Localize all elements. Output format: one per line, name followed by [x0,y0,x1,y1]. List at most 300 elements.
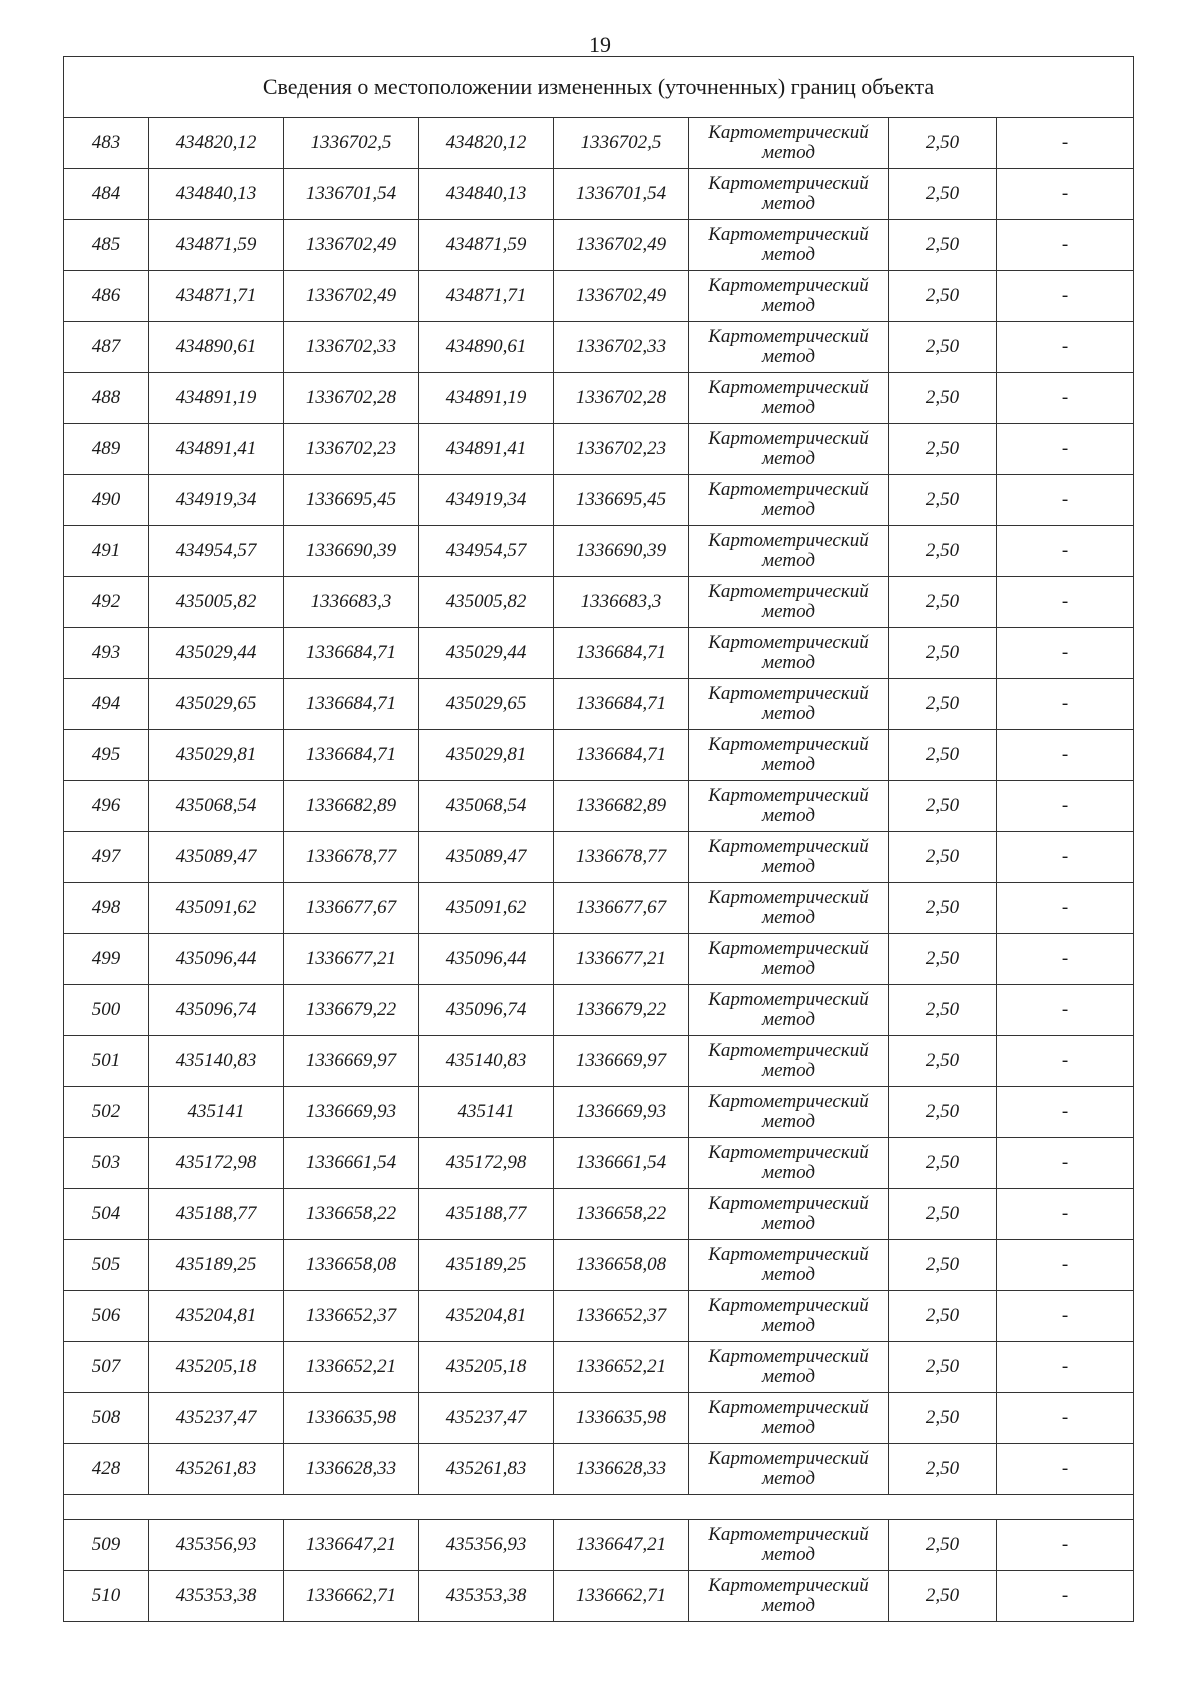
existing-y-cell: 1336684,71 [284,679,419,730]
note-cell: - [997,781,1134,832]
new-x-cell: 435188,77 [419,1189,554,1240]
method-line-1: Картометрический [708,1524,869,1546]
note-cell: - [997,118,1134,169]
existing-y-cell: 1336669,93 [284,1087,419,1138]
existing-x-cell: 435356,93 [149,1520,284,1571]
method-cell [689,730,889,781]
point-number-cell: 491 [64,526,149,577]
point-number-cell: 503 [64,1138,149,1189]
existing-y-cell: 1336702,33 [284,322,419,373]
method-cell [689,424,889,475]
method-cell [689,1571,889,1622]
new-y-cell: 1336628,33 [554,1444,689,1495]
method-line-1: Картометрический [708,1091,869,1113]
table-row [64,271,1134,322]
new-x-cell: 435140,83 [419,1036,554,1087]
point-number-cell: 499 [64,934,149,985]
method-line-2: метод [762,295,815,316]
point-number-cell: 497 [64,832,149,883]
table-row [64,1189,1134,1240]
table-spacer-row [64,1495,1134,1520]
table-row [64,1087,1134,1138]
method-line-2: метод [762,1213,815,1234]
method-line-1: Картометрический [708,836,869,858]
existing-x-cell: 435091,62 [149,883,284,934]
table-row [64,169,1134,220]
method-line-2: метод [762,550,815,571]
table-row [64,1444,1134,1495]
new-y-cell: 1336683,3 [554,577,689,628]
accuracy-cell: 2,50 [889,1342,997,1393]
table-row [64,118,1134,169]
new-x-cell: 435091,62 [419,883,554,934]
point-number-cell: 486 [64,271,149,322]
method-line-2: метод [762,958,815,979]
existing-x-cell: 435353,38 [149,1571,284,1622]
method-line-2: метод [762,652,815,673]
method-line-1: Картометрический [708,1346,869,1368]
accuracy-cell: 2,50 [889,1138,997,1189]
note-cell: - [997,934,1134,985]
note-cell: - [997,322,1134,373]
new-y-cell: 1336635,98 [554,1393,689,1444]
existing-y-cell: 1336702,5 [284,118,419,169]
point-number-cell: 493 [64,628,149,679]
note-cell: - [997,628,1134,679]
existing-x-cell: 434871,71 [149,271,284,322]
method-line-2: метод [762,907,815,928]
new-y-cell: 1336702,49 [554,271,689,322]
new-y-cell: 1336661,54 [554,1138,689,1189]
existing-y-cell: 1336677,21 [284,934,419,985]
note-cell: - [997,1444,1134,1495]
method-line-1: Картометрический [708,785,869,807]
method-cell [689,781,889,832]
existing-y-cell: 1336677,67 [284,883,419,934]
existing-x-cell: 434840,13 [149,169,284,220]
existing-x-cell: 435096,74 [149,985,284,1036]
new-x-cell: 435205,18 [419,1342,554,1393]
table-row [64,730,1134,781]
existing-x-cell: 434919,34 [149,475,284,526]
method-cell [689,934,889,985]
existing-y-cell: 1336652,21 [284,1342,419,1393]
note-cell: - [997,1393,1134,1444]
new-x-cell: 435356,93 [419,1520,554,1571]
accuracy-cell: 2,50 [889,832,997,883]
method-cell [689,679,889,730]
accuracy-cell: 2,50 [889,1189,997,1240]
method-line-2: метод [762,805,815,826]
method-cell [689,475,889,526]
existing-x-cell: 435237,47 [149,1393,284,1444]
new-y-cell: 1336658,22 [554,1189,689,1240]
table-row [64,1138,1134,1189]
method-line-2: метод [762,499,815,520]
existing-x-cell: 435096,44 [149,934,284,985]
method-cell [689,1189,889,1240]
existing-x-cell: 435172,98 [149,1138,284,1189]
table-row [64,1393,1134,1444]
new-y-cell: 1336652,21 [554,1342,689,1393]
point-number-cell: 490 [64,475,149,526]
method-line-2: метод [762,397,815,418]
new-y-cell: 1336677,21 [554,934,689,985]
existing-x-cell: 435005,82 [149,577,284,628]
note-cell: - [997,832,1134,883]
accuracy-cell: 2,50 [889,781,997,832]
method-line-1: Картометрический [708,734,869,756]
method-line-2: метод [762,244,815,265]
accuracy-cell: 2,50 [889,424,997,475]
table-row [64,1520,1134,1571]
method-line-1: Картометрический [708,1193,869,1215]
method-line-1: Картометрический [708,1040,869,1062]
accuracy-cell: 2,50 [889,475,997,526]
method-line-2: метод [762,1366,815,1387]
method-line-2: метод [762,1544,815,1565]
accuracy-cell: 2,50 [889,883,997,934]
existing-y-cell: 1336702,28 [284,373,419,424]
method-line-1: Картометрический [708,1295,869,1317]
note-cell: - [997,730,1134,781]
method-cell [689,526,889,577]
new-y-cell: 1336647,21 [554,1520,689,1571]
new-x-cell: 435261,83 [419,1444,554,1495]
method-cell [689,1520,889,1571]
method-line-1: Картометрический [708,1142,869,1164]
note-cell: - [997,679,1134,730]
new-x-cell: 434954,57 [419,526,554,577]
method-cell [689,169,889,220]
existing-y-cell: 1336661,54 [284,1138,419,1189]
new-x-cell: 434891,41 [419,424,554,475]
accuracy-cell: 2,50 [889,526,997,577]
table-row [64,1291,1134,1342]
existing-y-cell: 1336682,89 [284,781,419,832]
new-x-cell: 434871,59 [419,220,554,271]
existing-y-cell: 1336702,49 [284,220,419,271]
method-line-1: Картометрический [708,326,869,348]
point-number-cell: 483 [64,118,149,169]
accuracy-cell: 2,50 [889,1087,997,1138]
existing-x-cell: 435029,65 [149,679,284,730]
method-line-1: Картометрический [708,1397,869,1419]
accuracy-cell: 2,50 [889,1291,997,1342]
existing-y-cell: 1336652,37 [284,1291,419,1342]
existing-x-cell: 435205,18 [149,1342,284,1393]
new-y-cell: 1336684,71 [554,628,689,679]
note-cell: - [997,883,1134,934]
point-number-cell: 498 [64,883,149,934]
method-line-1: Картометрический [708,275,869,297]
method-line-1: Картометрический [708,224,869,246]
existing-x-cell: 435029,44 [149,628,284,679]
new-y-cell: 1336662,71 [554,1571,689,1622]
point-number-cell: 505 [64,1240,149,1291]
method-line-1: Картометрический [708,938,869,960]
method-line-1: Картометрический [708,122,869,144]
existing-y-cell: 1336658,08 [284,1240,419,1291]
method-cell [689,1138,889,1189]
accuracy-cell: 2,50 [889,1444,997,1495]
existing-x-cell: 435188,77 [149,1189,284,1240]
table-title: Сведения о местоположении измененных (уточненных) границ объекта [64,57,1134,118]
note-cell: - [997,424,1134,475]
note-cell: - [997,373,1134,424]
point-number-cell: 504 [64,1189,149,1240]
note-cell: - [997,1291,1134,1342]
table-row [64,1240,1134,1291]
note-cell: - [997,1036,1134,1087]
method-line-2: метод [762,703,815,724]
existing-y-cell: 1336679,22 [284,985,419,1036]
table-row [64,1342,1134,1393]
accuracy-cell: 2,50 [889,1520,997,1571]
new-x-cell: 435029,44 [419,628,554,679]
method-line-2: метод [762,856,815,877]
point-number-cell: 488 [64,373,149,424]
method-line-1: Картометрический [708,887,869,909]
new-x-cell: 434871,71 [419,271,554,322]
table-row [64,424,1134,475]
table-row [64,322,1134,373]
new-x-cell: 435096,44 [419,934,554,985]
method-line-1: Картометрический [708,989,869,1011]
new-x-cell: 434891,19 [419,373,554,424]
new-x-cell: 434840,13 [419,169,554,220]
method-line-2: метод [762,1060,815,1081]
existing-y-cell: 1336702,49 [284,271,419,322]
method-cell [689,1036,889,1087]
existing-y-cell: 1336684,71 [284,730,419,781]
note-cell: - [997,985,1134,1036]
table-row [64,679,1134,730]
accuracy-cell: 2,50 [889,679,997,730]
table-row [64,220,1134,271]
method-cell [689,628,889,679]
point-number-cell: 485 [64,220,149,271]
new-x-cell: 434820,12 [419,118,554,169]
point-number-cell: 496 [64,781,149,832]
new-y-cell: 1336684,71 [554,679,689,730]
point-number-cell: 507 [64,1342,149,1393]
method-cell [689,1087,889,1138]
accuracy-cell: 2,50 [889,271,997,322]
existing-x-cell: 435140,83 [149,1036,284,1087]
new-y-cell: 1336677,67 [554,883,689,934]
method-line-2: метод [762,1595,815,1616]
accuracy-cell: 2,50 [889,1571,997,1622]
method-line-1: Картометрический [708,428,869,450]
existing-y-cell: 1336683,3 [284,577,419,628]
point-number-cell: 494 [64,679,149,730]
method-line-1: Картометрический [708,1448,869,1470]
new-y-cell: 1336695,45 [554,475,689,526]
existing-x-cell: 435189,25 [149,1240,284,1291]
accuracy-cell: 2,50 [889,118,997,169]
point-number-cell: 428 [64,1444,149,1495]
new-y-cell: 1336684,71 [554,730,689,781]
new-y-cell: 1336701,54 [554,169,689,220]
new-y-cell: 1336682,89 [554,781,689,832]
note-cell: - [997,475,1134,526]
method-line-1: Картометрический [708,173,869,195]
method-line-2: метод [762,1264,815,1285]
point-number-cell: 484 [64,169,149,220]
point-number-cell: 487 [64,322,149,373]
page-number: 19 [589,32,611,57]
accuracy-cell: 2,50 [889,1036,997,1087]
accuracy-cell: 2,50 [889,1240,997,1291]
new-y-cell: 1336679,22 [554,985,689,1036]
existing-y-cell: 1336678,77 [284,832,419,883]
method-line-1: Картометрический [708,581,869,603]
note-cell: - [997,1240,1134,1291]
accuracy-cell: 2,50 [889,322,997,373]
method-line-2: метод [762,1111,815,1132]
existing-y-cell: 1336702,23 [284,424,419,475]
existing-x-cell: 434871,59 [149,220,284,271]
accuracy-cell: 2,50 [889,628,997,679]
table-row [64,832,1134,883]
existing-x-cell: 434820,12 [149,118,284,169]
accuracy-cell: 2,50 [889,934,997,985]
note-cell: - [997,1342,1134,1393]
note-cell: - [997,1520,1134,1571]
existing-y-cell: 1336662,71 [284,1571,419,1622]
table-row [64,934,1134,985]
method-cell [689,577,889,628]
method-line-2: метод [762,1162,815,1183]
method-line-2: метод [762,448,815,469]
note-cell: - [997,577,1134,628]
method-cell [689,985,889,1036]
method-cell [689,1291,889,1342]
method-cell [689,1240,889,1291]
new-x-cell: 435089,47 [419,832,554,883]
existing-x-cell: 435141 [149,1087,284,1138]
new-x-cell: 434890,61 [419,322,554,373]
table-row [64,373,1134,424]
method-cell [689,220,889,271]
method-line-2: метод [762,193,815,214]
point-number-cell: 510 [64,1571,149,1622]
method-line-1: Картометрический [708,530,869,552]
existing-x-cell: 435068,54 [149,781,284,832]
method-line-1: Картометрический [708,632,869,654]
existing-x-cell: 434890,61 [149,322,284,373]
existing-y-cell: 1336684,71 [284,628,419,679]
note-cell: - [997,526,1134,577]
existing-x-cell: 435029,81 [149,730,284,781]
method-line-2: метод [762,1417,815,1438]
new-y-cell: 1336702,33 [554,322,689,373]
existing-x-cell: 434891,19 [149,373,284,424]
accuracy-cell: 2,50 [889,577,997,628]
point-number-cell: 492 [64,577,149,628]
method-cell [689,832,889,883]
method-cell [689,1342,889,1393]
table-row [64,526,1134,577]
existing-x-cell: 434954,57 [149,526,284,577]
method-line-2: метод [762,346,815,367]
table-title-row [64,57,1134,118]
existing-y-cell: 1336695,45 [284,475,419,526]
new-y-cell: 1336702,49 [554,220,689,271]
method-line-1: Картометрический [708,1244,869,1266]
table-row [64,577,1134,628]
existing-x-cell: 435261,83 [149,1444,284,1495]
new-x-cell: 435096,74 [419,985,554,1036]
note-cell: - [997,1138,1134,1189]
method-cell [689,1393,889,1444]
method-line-1: Картометрический [708,683,869,705]
existing-y-cell: 1336701,54 [284,169,419,220]
note-cell: - [997,169,1134,220]
new-y-cell: 1336702,23 [554,424,689,475]
new-x-cell: 435237,47 [419,1393,554,1444]
accuracy-cell: 2,50 [889,169,997,220]
new-x-cell: 435005,82 [419,577,554,628]
new-x-cell: 435353,38 [419,1571,554,1622]
method-cell [689,118,889,169]
new-y-cell: 1336652,37 [554,1291,689,1342]
existing-y-cell: 1336658,22 [284,1189,419,1240]
method-cell [689,1444,889,1495]
new-x-cell: 434919,34 [419,475,554,526]
existing-y-cell: 1336628,33 [284,1444,419,1495]
method-line-2: метод [762,1315,815,1336]
method-line-2: метод [762,142,815,163]
new-x-cell: 435141 [419,1087,554,1138]
new-y-cell: 1336658,08 [554,1240,689,1291]
method-line-2: метод [762,1009,815,1030]
existing-x-cell: 435089,47 [149,832,284,883]
accuracy-cell: 2,50 [889,1393,997,1444]
accuracy-cell: 2,50 [889,373,997,424]
boundary-coordinates-table [63,56,1134,1622]
accuracy-cell: 2,50 [889,730,997,781]
table-row [64,1036,1134,1087]
new-x-cell: 435068,54 [419,781,554,832]
new-y-cell: 1336702,5 [554,118,689,169]
point-number-cell: 500 [64,985,149,1036]
new-x-cell: 435189,25 [419,1240,554,1291]
method-cell [689,373,889,424]
new-x-cell: 435029,65 [419,679,554,730]
accuracy-cell: 2,50 [889,985,997,1036]
method-cell [689,883,889,934]
point-number-cell: 502 [64,1087,149,1138]
accuracy-cell: 2,50 [889,220,997,271]
method-line-1: Картометрический [708,479,869,501]
method-cell [689,271,889,322]
table-row [64,985,1134,1036]
existing-y-cell: 1336690,39 [284,526,419,577]
point-number-cell: 509 [64,1520,149,1571]
point-number-cell: 489 [64,424,149,475]
method-line-2: метод [762,1468,815,1489]
table-row [64,475,1134,526]
existing-y-cell: 1336647,21 [284,1520,419,1571]
table-row [64,628,1134,679]
method-line-1: Картометрический [708,1575,869,1597]
note-cell: - [997,1571,1134,1622]
method-line-2: метод [762,601,815,622]
table-row [64,1571,1134,1622]
method-line-2: метод [762,754,815,775]
